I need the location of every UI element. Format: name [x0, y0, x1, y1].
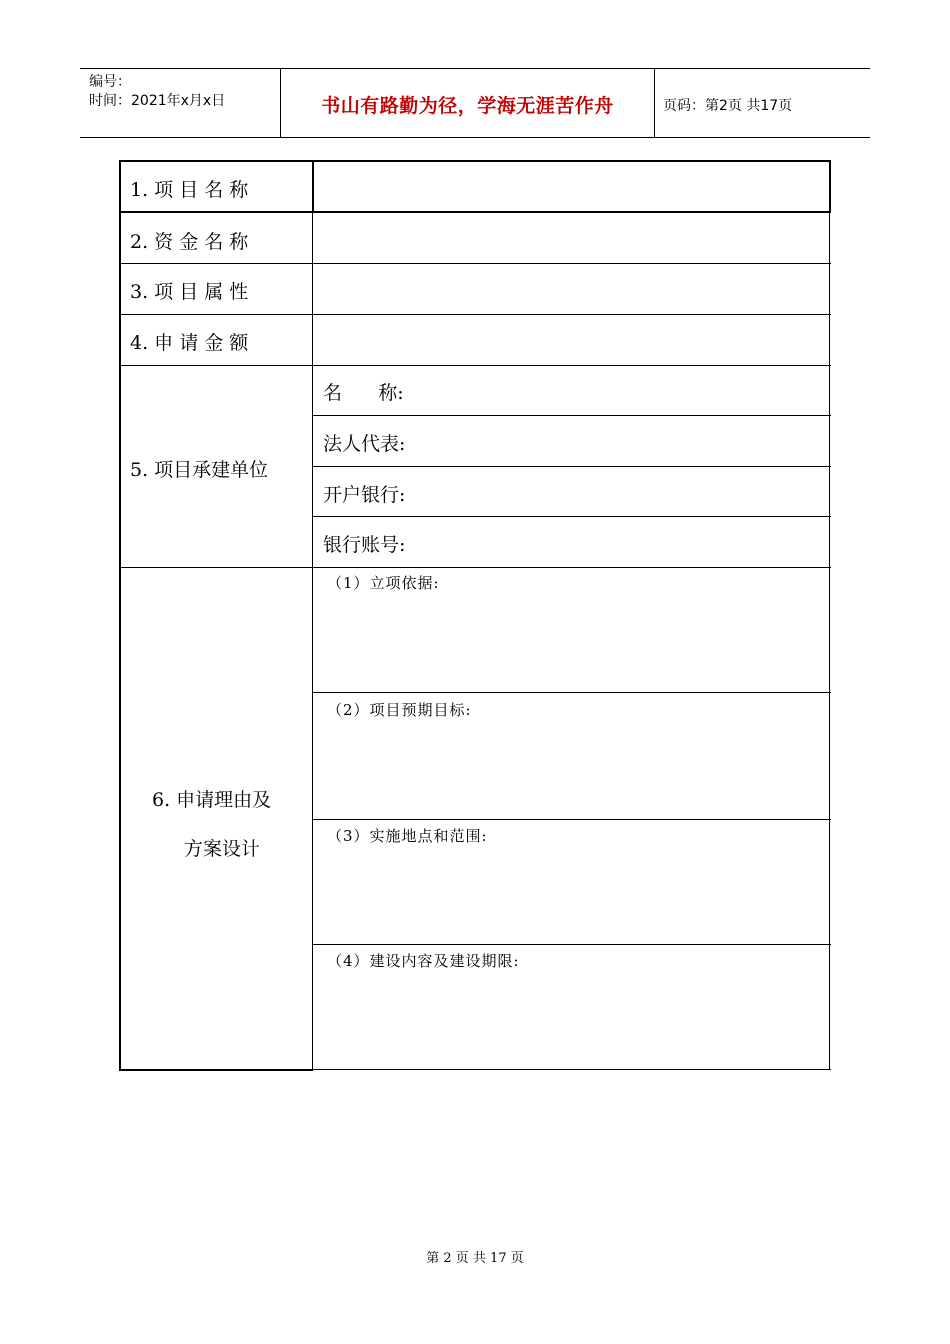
fund-name-label: 2. 资 金 名 称	[130, 231, 249, 253]
bank-field[interactable]	[429, 467, 828, 515]
project-name-label: 1. 项 目 名 称	[130, 179, 249, 201]
row-divider	[312, 692, 831, 693]
row-divider	[312, 944, 831, 945]
table-border-right	[829, 212, 830, 1070]
legal-representative-label: 法人代表:	[323, 433, 406, 455]
header-page-info: 页码：第2页 共17页	[663, 98, 793, 114]
bank-account-label: 银行账号:	[323, 534, 406, 556]
project-name-field[interactable]	[314, 162, 828, 211]
application-reason-label: 6. 申请理由及	[152, 789, 272, 811]
project-attribute-label: 3. 项 目 属 性	[130, 281, 249, 303]
row-divider	[119, 567, 831, 568]
legal-representative-field[interactable]	[429, 416, 828, 465]
fund-name-field[interactable]	[314, 213, 828, 262]
header-meta	[89, 73, 225, 111]
table-border-bottom	[312, 1069, 831, 1070]
project-basis-label: （1）立项依据:	[327, 574, 440, 592]
location-scope-label: （3）实施地点和范围:	[327, 827, 488, 845]
application-reason-label-line2: 方案设计	[184, 838, 261, 860]
construction-content-label: （4）建设内容及建设期限:	[327, 952, 520, 970]
table-border-right	[829, 160, 831, 212]
unit-name-label: 名 称:	[323, 382, 404, 404]
location-scope-field[interactable]	[314, 845, 828, 943]
construction-content-field[interactable]	[314, 970, 828, 1068]
project-attribute-field[interactable]	[314, 264, 828, 313]
page-footer: 第 2 页 共 17 页	[426, 1251, 524, 1266]
bank-account-field[interactable]	[429, 517, 828, 566]
row-divider	[312, 819, 831, 820]
document-time-label: 时间：2021年x月x日	[89, 93, 226, 109]
document-number-label: 编号：	[89, 74, 131, 90]
table-border-left	[119, 160, 121, 1071]
contractor-label: 5. 项目承建单位	[130, 459, 269, 481]
unit-name-field[interactable]	[429, 366, 828, 414]
expected-goals-label: （2）项目预期目标:	[327, 701, 472, 719]
requested-amount-label: 4. 申 请 金 额	[130, 332, 249, 354]
application-form-table	[119, 160, 831, 1071]
project-basis-field[interactable]	[314, 592, 828, 691]
bank-label: 开户银行:	[323, 484, 406, 506]
header-motto: 书山有路勤为径，学海无涯苦作舟	[321, 95, 614, 117]
column-divider	[312, 212, 313, 1070]
expected-goals-field[interactable]	[314, 719, 828, 818]
table-border-bottom	[119, 1069, 313, 1071]
page-header	[80, 68, 870, 138]
requested-amount-field[interactable]	[314, 315, 828, 364]
